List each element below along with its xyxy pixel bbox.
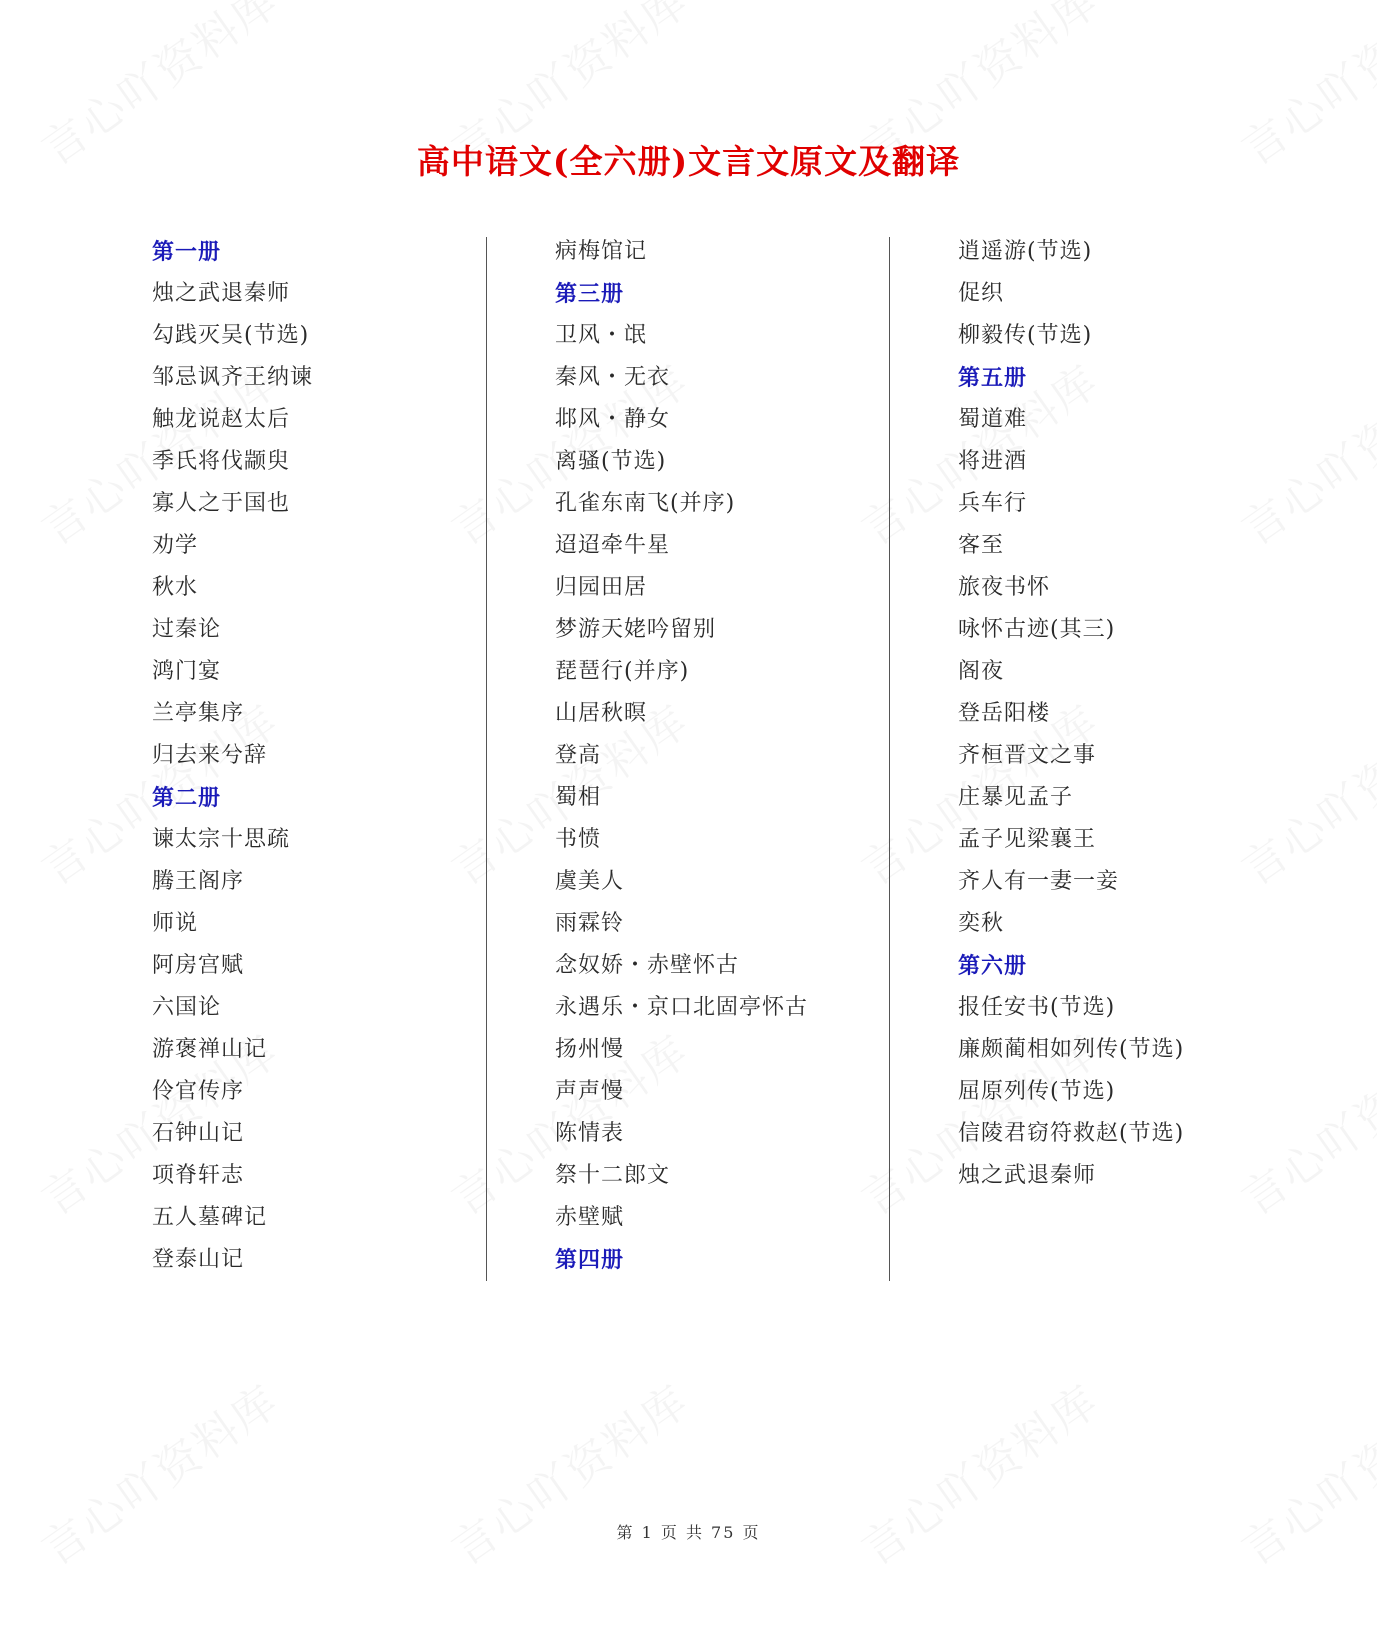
toc-entry: 逍遥游(节选) bbox=[958, 239, 1093, 264]
watermark-text bbox=[847, 1367, 1110, 1578]
toc-entry: 屈原列传(节选) bbox=[958, 1079, 1116, 1104]
toc-section-heading: 第六册 bbox=[958, 953, 1028, 979]
toc-section-heading: 第二册 bbox=[152, 785, 222, 811]
toc-entry: 触龙说赵太后 bbox=[152, 407, 291, 432]
toc-entry: 祭十二郎文 bbox=[555, 1163, 671, 1188]
toc-entry: 离骚(节选) bbox=[555, 449, 667, 474]
toc-entry: 谏太宗十思疏 bbox=[152, 827, 291, 852]
watermark-text bbox=[1227, 687, 1377, 898]
toc-entry: 念奴娇・赤壁怀古 bbox=[555, 953, 740, 978]
toc-entry: 劝学 bbox=[152, 533, 199, 558]
toc-entry: 庄暴见孟子 bbox=[958, 785, 1074, 810]
toc-entry: 报任安书(节选) bbox=[958, 995, 1116, 1020]
toc-entry: 赤壁赋 bbox=[555, 1205, 625, 1230]
toc-entry: 山居秋暝 bbox=[555, 701, 648, 726]
toc-entry: 兰亭集序 bbox=[152, 701, 245, 726]
toc-entry: 登泰山记 bbox=[152, 1247, 245, 1272]
column-divider bbox=[889, 237, 890, 1281]
toc-entry: 病梅馆记 bbox=[555, 239, 648, 264]
toc-entry: 登高 bbox=[555, 743, 602, 768]
toc-section-heading: 第五册 bbox=[958, 365, 1028, 391]
toc-entry: 孔雀东南飞(并序) bbox=[555, 491, 736, 516]
toc-entry: 卫风・氓 bbox=[555, 323, 648, 348]
toc-section-heading: 第三册 bbox=[555, 281, 625, 307]
toc-entry: 永遇乐・京口北固亭怀古 bbox=[555, 995, 809, 1020]
toc-entry: 齐桓晋文之事 bbox=[958, 743, 1097, 768]
toc-entry: 柳毅传(节选) bbox=[958, 323, 1093, 348]
toc-entry: 旅夜书怀 bbox=[958, 575, 1051, 600]
toc-entry: 五人墓碑记 bbox=[152, 1205, 268, 1230]
toc-entry: 归去来兮辞 bbox=[152, 743, 268, 768]
toc-column-3 bbox=[958, 231, 1184, 1197]
toc-entry: 促织 bbox=[958, 281, 1005, 306]
toc-section-heading: 第一册 bbox=[152, 239, 222, 265]
toc-entry: 邶风・静女 bbox=[555, 407, 671, 432]
toc-entry: 齐人有一妻一妾 bbox=[958, 869, 1120, 894]
toc-entry: 咏怀古迹(其三) bbox=[958, 617, 1116, 642]
toc-entry: 归园田居 bbox=[555, 575, 648, 600]
watermark-text bbox=[1227, 347, 1377, 558]
toc-entry: 雨霖铃 bbox=[555, 911, 625, 936]
toc-entry: 六国论 bbox=[152, 995, 222, 1020]
toc-entry: 蜀道难 bbox=[958, 407, 1028, 432]
toc-column-2 bbox=[555, 231, 808, 1281]
page-title: 高中语文(全六册)文言文原文及翻译 bbox=[416, 142, 961, 181]
toc-entry: 寡人之于国也 bbox=[152, 491, 291, 516]
toc-entry: 将进酒 bbox=[958, 449, 1028, 474]
toc-entry: 信陵君窃符救赵(节选) bbox=[958, 1121, 1185, 1146]
toc-entry: 季氏将伐颛臾 bbox=[152, 449, 291, 474]
toc-entry: 梦游天姥吟留别 bbox=[555, 617, 717, 642]
toc-entry: 伶官传序 bbox=[152, 1079, 245, 1104]
watermark-text bbox=[1227, 1017, 1377, 1228]
toc-entry: 声声慢 bbox=[555, 1079, 625, 1104]
watermark-text bbox=[1227, 1367, 1377, 1578]
toc-entry: 陈情表 bbox=[555, 1121, 625, 1146]
toc-column-1 bbox=[152, 231, 313, 1281]
toc-entry: 奕秋 bbox=[958, 911, 1005, 936]
toc-entry: 阁夜 bbox=[958, 659, 1005, 684]
toc-entry: 秦风・无衣 bbox=[555, 365, 671, 390]
toc-entry: 阿房宫赋 bbox=[152, 953, 245, 978]
toc-entry: 迢迢牵牛星 bbox=[555, 533, 671, 558]
toc-entry: 兵车行 bbox=[958, 491, 1028, 516]
toc-entry: 腾王阁序 bbox=[152, 869, 245, 894]
toc-entry: 烛之武退秦师 bbox=[152, 281, 291, 306]
toc-entry: 游褒禅山记 bbox=[152, 1037, 268, 1062]
toc-entry: 鸿门宴 bbox=[152, 659, 222, 684]
column-divider bbox=[486, 237, 487, 1281]
toc-entry: 孟子见梁襄王 bbox=[958, 827, 1097, 852]
toc-entry: 登岳阳楼 bbox=[958, 701, 1051, 726]
toc-entry: 琵琶行(并序) bbox=[555, 659, 690, 684]
toc-entry: 蜀相 bbox=[555, 785, 602, 810]
toc-entry: 勾践灭吴(节选) bbox=[152, 323, 310, 348]
toc-entry: 石钟山记 bbox=[152, 1121, 245, 1146]
toc-entry: 秋水 bbox=[152, 575, 199, 600]
toc-section-heading: 第四册 bbox=[555, 1247, 625, 1273]
toc-entry: 过秦论 bbox=[152, 617, 222, 642]
toc-entry: 书愤 bbox=[555, 827, 602, 852]
toc-entry: 客至 bbox=[958, 533, 1005, 558]
watermark-text bbox=[27, 1367, 290, 1578]
watermark-text bbox=[437, 1367, 700, 1578]
toc-entry: 项脊轩志 bbox=[152, 1163, 245, 1188]
page-footer: 第 1 页 共 75 页 bbox=[616, 1523, 761, 1542]
toc-entry: 廉颇蔺相如列传(节选) bbox=[958, 1037, 1185, 1062]
toc-entry: 邹忌讽齐王纳谏 bbox=[152, 365, 314, 390]
toc-entry: 烛之武退秦师 bbox=[958, 1163, 1097, 1188]
toc-entry: 师说 bbox=[152, 911, 199, 936]
toc-entry: 扬州慢 bbox=[555, 1037, 625, 1062]
toc-entry: 虞美人 bbox=[555, 869, 625, 894]
